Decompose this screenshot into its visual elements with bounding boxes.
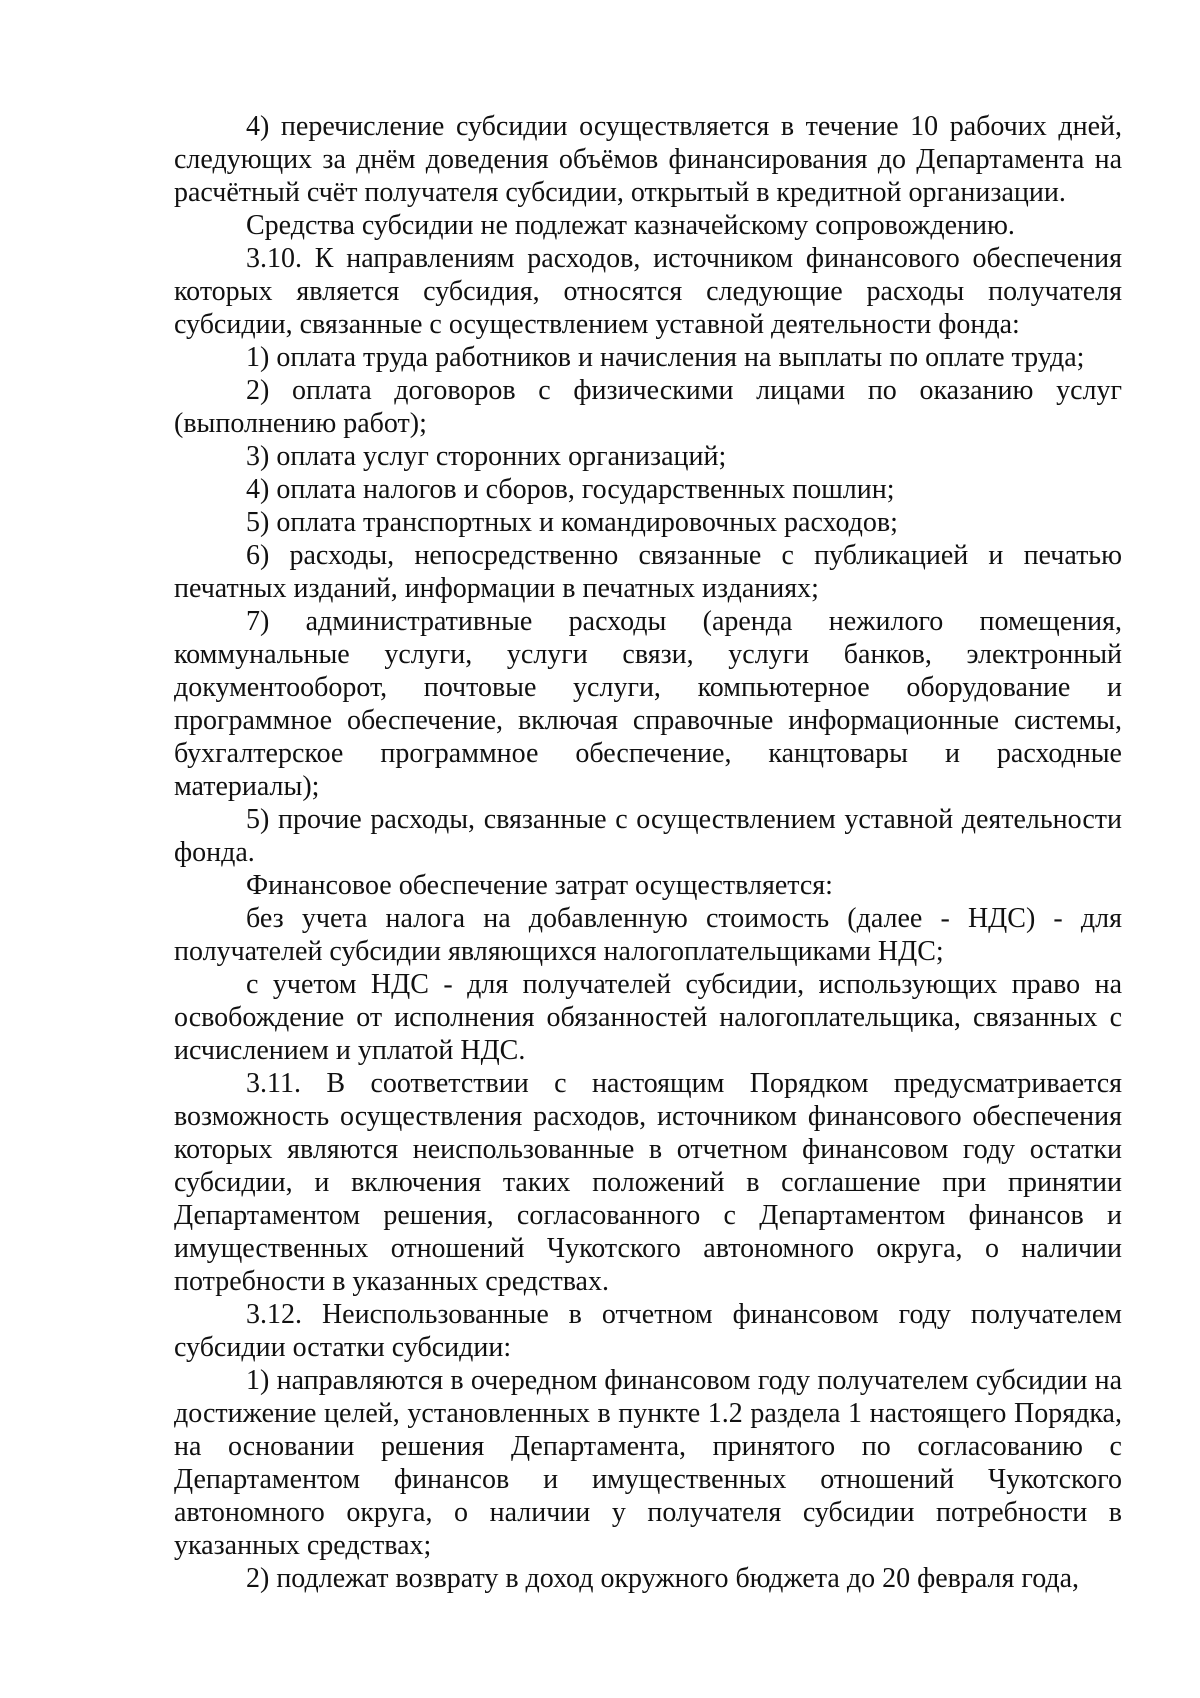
list-item-2-return: 2) подлежат возврату в доход окружного бюджета до 20 февраля года, xyxy=(246,1563,1080,1594)
list-item-4-taxes: 4) оплата налогов и сборов, государственных пошлин; xyxy=(246,474,895,505)
paragraph-3-11: 3.11. В соответствии с настоящим Порядком предусматривается возможность осуществления расходов, источником финансового обеспечения которых являются неиспользованные в отчетном финансовом году остатки субсидии, и включения таких положений в соглашение при принятии Департаментом решения, согласованного с Департаментом финансов и имущественных отношений Чукотского автономного округа, о наличии потребности в указанных средствах. xyxy=(174,1068,1122,1297)
paragraph-3-12: 3.12. Неиспользованные в отчетном финансовом году получателем субсидии остатки субсидии: xyxy=(174,1299,1122,1363)
paragraph-with-vat: с учетом НДС - для получателей субсидии, использующих право на освобождение от исполнения обязанностей налогоплательщика, связанных с исчислением и уплатой НДС. xyxy=(174,969,1122,1066)
paragraph-4-transfer-terms: 4) перечисление субсидии осуществляется в течение 10 рабочих дней, следующих за днём доведения объёмов финансирования до Департамента на расчётный счёт получателя субсидии, открытый в кредитной организации. xyxy=(174,111,1122,208)
list-item-1-redirect: 1) направляются в очередном финансовом году получателем субсидии на достижение целей, установленных в пункте 1.2 раздела 1 настоящего Порядка, на основании решения Департамента, принятого по согласованию с Департаментом финансов и имущественных отношений Чукотского автономного округа, о наличии у получателя субсидии потребности в указанных средствах; xyxy=(174,1365,1122,1561)
list-item-3-services: 3) оплата услуг сторонних организаций; xyxy=(246,441,727,472)
document-page xyxy=(174,110,1122,1595)
paragraph-3-10-heading: 3.10. К направлениям расходов, источником финансового обеспечения которых является субсидия, относятся следующие расходы получателя субсидии, связанные с осуществлением уставной деятельности фонда: xyxy=(174,243,1122,340)
list-item-1-wages: 1) оплата труда работников и начисления на выплаты по оплате труда; xyxy=(246,342,1085,373)
paragraph-without-vat: без учета налога на добавленную стоимость (далее - НДС) - для получателей субсидии являющихся налогоплательщиками НДС; xyxy=(174,903,1122,967)
list-item-6-publications: 6) расходы, непосредственно связанные с публикацией и печатью печатных изданий, информации в печатных изданиях; xyxy=(174,540,1122,604)
list-item-5-transport: 5) оплата транспортных и командировочных расходов; xyxy=(246,507,898,538)
paragraph-financing-intro: Финансовое обеспечение затрат осуществляется: xyxy=(246,870,833,901)
list-item-5-other: 5) прочие расходы, связанные с осуществлением уставной деятельности фонда. xyxy=(174,804,1122,868)
paragraph-no-treasury-support: Средства субсидии не подлежат казначейскому сопровождению. xyxy=(246,210,1015,241)
list-item-7-administrative: 7) административные расходы (аренда нежилого помещения, коммунальные услуги, услуги связи, услуги банков, электронный документооборот, почтовые услуги, компьютерное оборудование и программное обеспечение, включая справочные информационные системы, бухгалтерское программное обеспечение, канцтовары и расходные материалы); xyxy=(174,606,1122,802)
list-item-2-contracts: 2) оплата договоров с физическими лицами по оказанию услуг (выполнению работ); xyxy=(174,375,1122,439)
